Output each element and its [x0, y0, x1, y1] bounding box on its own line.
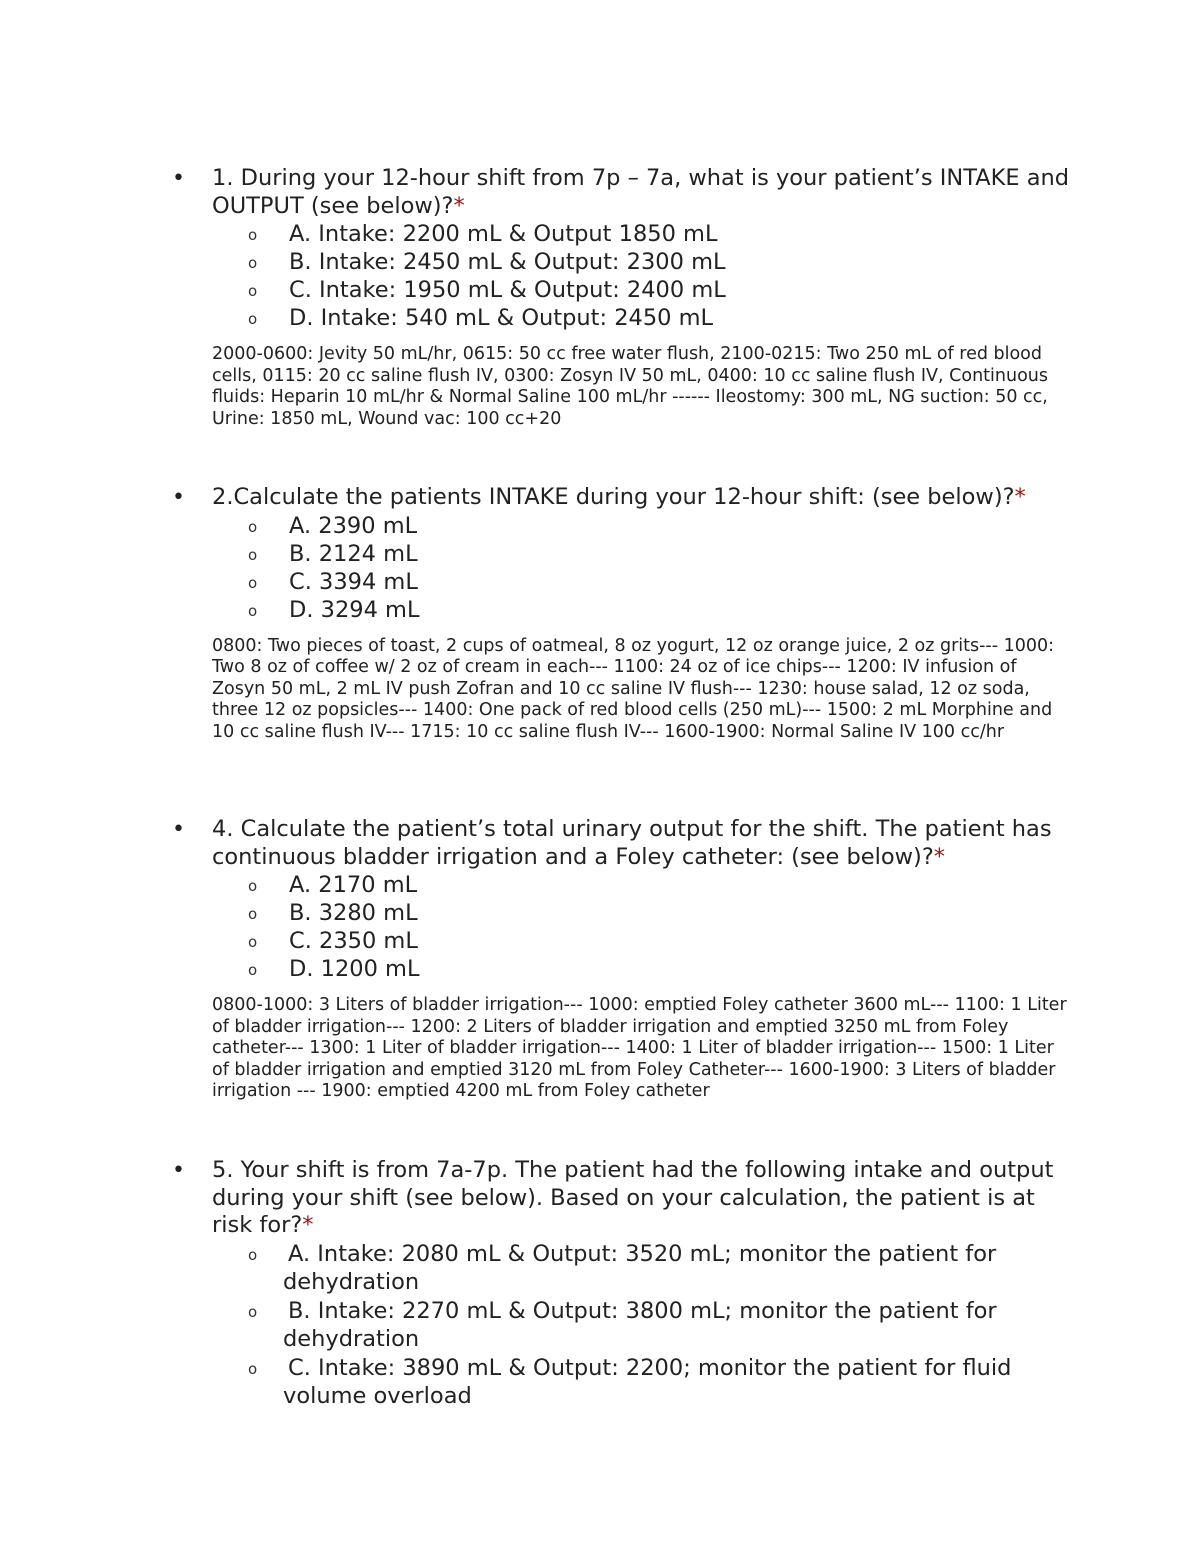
required-marker: * — [933, 843, 946, 870]
answer-option[interactable]: o B. Intake: 2450 mL & Output: 2300 mL — [248, 249, 726, 275]
answer-option[interactable]: o C. 3394 mL — [248, 568, 418, 595]
question-5 — [0, 1157, 1200, 1411]
answer-option[interactable]: o B. 2124 mL — [248, 540, 418, 567]
question-text: 1. During your 12-hour shift from 7p – 7a, what is your patient’s INTAKE and OUTPUT (see below)? — [212, 165, 1070, 219]
answer-option[interactable]: o A. 2390 mL — [248, 512, 418, 539]
shift-notes: 2000-0600: Jevity 50 mL/hr, 0615: 50 cc free water flush, 2100-0215: Two 250 mL of red blood cells, 0115: 20 cc saline flush IV, 0300: Zosyn IV 50 mL, 0400: 10 cc saline flush IV, Continuous fluids: Heparin 10 mL/hr & Normal Saline 100 mL/hr ------ Ileostomy: 300 mL, NG suction: 50 cc, Urine: 1850 mL, Wound vac: 100 cc+20 — [212, 344, 1048, 429]
answer-options — [0, 220, 1200, 332]
shift-notes: 0800-1000: 3 Liters of bladder irrigation--- 1000: emptied Foley catheter 3600 mL--- 1100: 1 Liter of bladder irrigation--- 1200: 2 Liters of bladder irrigation and emptied 3250 mL from Foley catheter--- 1300: 1 Liter of bladder irrigation--- 1400: 1 Liter of bladder irrigation--- 1500: 1 Liter of bladder irrigation and emptied 3120 mL from Foley Catheter--- 1600-1900: 3 Liters of bladder irrigation --- 1900: emptied 4200 mL from Foley catheter — [212, 995, 1067, 1101]
required-marker: * — [1014, 484, 1026, 510]
answer-option[interactable]: o C. Intake: 3890 mL & Output: 2200; monitor the patient for fluid volume overload — [248, 1354, 1012, 1409]
circle-bullet-icon: o — [248, 254, 258, 272]
circle-bullet-icon: o — [248, 1302, 258, 1321]
answer-options — [0, 1240, 1200, 1411]
bullet-icon: • — [172, 817, 185, 842]
circle-bullet-icon: o — [248, 545, 258, 564]
circle-bullet-icon: o — [248, 310, 258, 328]
bullet-icon: • — [172, 166, 185, 191]
circle-bullet-icon: o — [248, 1359, 258, 1378]
question-1 — [0, 165, 1200, 430]
circle-bullet-icon: o — [248, 601, 258, 620]
question-4 — [0, 816, 1200, 1103]
question-text: 2.Calculate the patients INTAKE during your 12-hour shift: (see below)? — [212, 484, 1015, 510]
answer-option[interactable]: o C. Intake: 1950 mL & Output: 2400 mL — [248, 277, 726, 303]
answer-option[interactable]: o B. Intake: 2270 mL & Output: 3800 mL; monitor the patient for dehydration — [248, 1297, 997, 1352]
shift-notes: 0800: Two pieces of toast, 2 cups of oatmeal, 8 oz yogurt, 12 oz orange juice, 2 oz grits--- 1000: Two 8 oz of coffee w/ 2 oz of cream in each--- 1100: 24 oz of ice chips--- 1200: IV infusion of Zosyn 50 mL, 2 mL IV push Zofran and 10 cc saline IV flush--- 1230: house salad, 12 oz soda, three 12 oz popsicles--- 1400: One pack of red blood cells (250 mL)--- 1500: 2 mL Morphine and 10 cc saline flush IV--- 1715: 10 cc saline flush IV--- 1600-1900: Normal Saline IV 100 cc/hr — [212, 635, 1055, 742]
answer-option[interactable]: o C. 2350 mL — [248, 928, 418, 954]
answer-option[interactable]: o B. 3280 mL — [248, 900, 418, 926]
answer-option[interactable]: o D. 1200 mL — [248, 956, 420, 982]
circle-bullet-icon: o — [248, 226, 258, 244]
answer-options — [0, 871, 1200, 983]
bullet-icon: • — [172, 485, 185, 510]
answer-option[interactable]: o A. 2170 mL — [248, 872, 418, 898]
question-2 — [0, 484, 1200, 743]
circle-bullet-icon: o — [248, 573, 258, 592]
circle-bullet-icon: o — [248, 282, 258, 300]
circle-bullet-icon: o — [248, 877, 258, 895]
required-marker: * — [453, 192, 465, 219]
circle-bullet-icon: o — [248, 905, 258, 923]
bullet-icon: • — [172, 1158, 185, 1183]
circle-bullet-icon: o — [248, 517, 258, 536]
circle-bullet-icon: o — [248, 961, 258, 979]
circle-bullet-icon: o — [248, 1245, 258, 1264]
answer-option[interactable]: o D. 3294 mL — [248, 596, 420, 623]
question-text: 5. Your shift is from 7a-7p. The patient had the following intake and output during your shift (see below). Based on your calculation, the patient is at risk for? — [212, 1157, 1054, 1238]
answer-option[interactable]: o A. Intake: 2080 mL & Output: 3520 mL; monitor the patient for dehydration — [248, 1240, 997, 1295]
answer-option[interactable]: o D. Intake: 540 mL & Output: 2450 mL — [248, 305, 714, 331]
circle-bullet-icon: o — [248, 933, 258, 951]
answer-option[interactable]: o A. Intake: 2200 mL & Output 1850 mL — [248, 221, 718, 247]
required-marker: * — [302, 1212, 314, 1238]
question-text: 4. Calculate the patient’s total urinary output for the shift. The patient has continuous bladder irrigation and a Foley catheter: (see below)? — [212, 816, 1052, 870]
answer-options — [0, 512, 1200, 624]
